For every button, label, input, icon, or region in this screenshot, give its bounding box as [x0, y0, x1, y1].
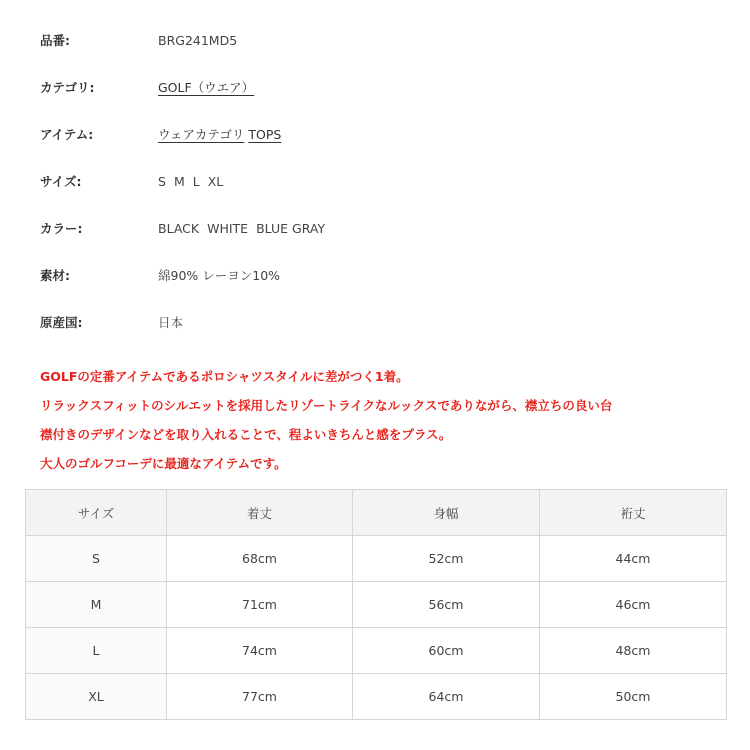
product-description: [40, 362, 730, 478]
cell-length: 77cm: [167, 674, 353, 720]
header-sleeve: 裄丈: [540, 490, 727, 536]
table-row: [26, 582, 727, 628]
cell-sleeve: 48cm: [540, 628, 727, 674]
header-length: 着丈: [167, 490, 353, 536]
spec-row-category: [0, 76, 750, 100]
category-link[interactable]: GOLF（ウエア）: [158, 80, 255, 95]
header-width: 身幅: [353, 490, 540, 536]
size-option-m: M: [173, 174, 185, 189]
spec-row-item-no: [0, 29, 750, 53]
spec-value-origin: 日本: [158, 315, 184, 330]
color-option-white: WHITE: [207, 221, 249, 236]
cell-width: 56cm: [353, 582, 540, 628]
spec-value-category: [158, 76, 254, 100]
description-line: GOLFの定番アイテムであるポロシャツスタイルに差がつく1着。: [40, 369, 409, 384]
spec-row-origin: [0, 311, 750, 335]
table-row: [26, 536, 727, 582]
table-row: [26, 674, 727, 720]
wear-category-link[interactable]: ウェアカテゴリ: [158, 127, 245, 142]
cell-size: XL: [26, 674, 167, 720]
cell-length: 74cm: [167, 628, 353, 674]
spec-label-colors: カラー:: [40, 221, 83, 236]
spec-label-item: アイテム:: [40, 127, 94, 142]
cell-size: M: [26, 582, 167, 628]
size-option-xl: XL: [207, 174, 224, 189]
spec-row-colors: [0, 217, 750, 241]
cell-sleeve: 46cm: [540, 582, 727, 628]
cell-size: L: [26, 628, 167, 674]
spec-row-material: [0, 264, 750, 288]
table-row: [26, 628, 727, 674]
spec-label-category: カテゴリ:: [40, 80, 95, 95]
spec-value-item-no: BRG241MD5: [158, 33, 238, 48]
spec-value-sizes: [158, 170, 223, 194]
size-option-l: L: [192, 174, 200, 189]
cell-sleeve: 50cm: [540, 674, 727, 720]
cell-sleeve: 44cm: [540, 536, 727, 582]
spec-row-sizes: [0, 170, 750, 194]
spec-label-sizes: サイズ:: [40, 174, 82, 189]
color-option-black: BLACK: [158, 221, 200, 236]
color-option-blue-gray: BLUE GRAY: [256, 221, 326, 236]
spec-label-material: 素材:: [40, 268, 70, 283]
size-option-s: S: [158, 174, 166, 189]
cell-size: S: [26, 536, 167, 582]
spec-value-item: [158, 123, 281, 147]
table-header-row: [26, 490, 727, 536]
description-line: リラックスフィットのシルエットを採用したリゾートライクなルックスでありながら、襟立ちの良い台: [40, 398, 613, 413]
header-size: サイズ: [26, 490, 167, 536]
description-line: 大人のゴルフコーデに最適なアイテムです。: [40, 456, 287, 471]
tops-link[interactable]: TOPS: [248, 127, 282, 142]
cell-width: 64cm: [353, 674, 540, 720]
size-chart-table: [25, 489, 727, 720]
cell-length: 68cm: [167, 536, 353, 582]
spec-value-material: 綿90% レーヨン10%: [158, 268, 281, 283]
spec-label-origin: 原産国:: [40, 315, 83, 330]
cell-width: 52cm: [353, 536, 540, 582]
spec-row-item: [0, 123, 750, 147]
description-line: 襟付きのデザインなどを取り入れることで、程よいきちんと感をプラス。: [40, 427, 452, 442]
cell-length: 71cm: [167, 582, 353, 628]
spec-value-colors: [158, 217, 325, 241]
spec-label-item-no: 品番:: [40, 33, 70, 48]
cell-width: 60cm: [353, 628, 540, 674]
